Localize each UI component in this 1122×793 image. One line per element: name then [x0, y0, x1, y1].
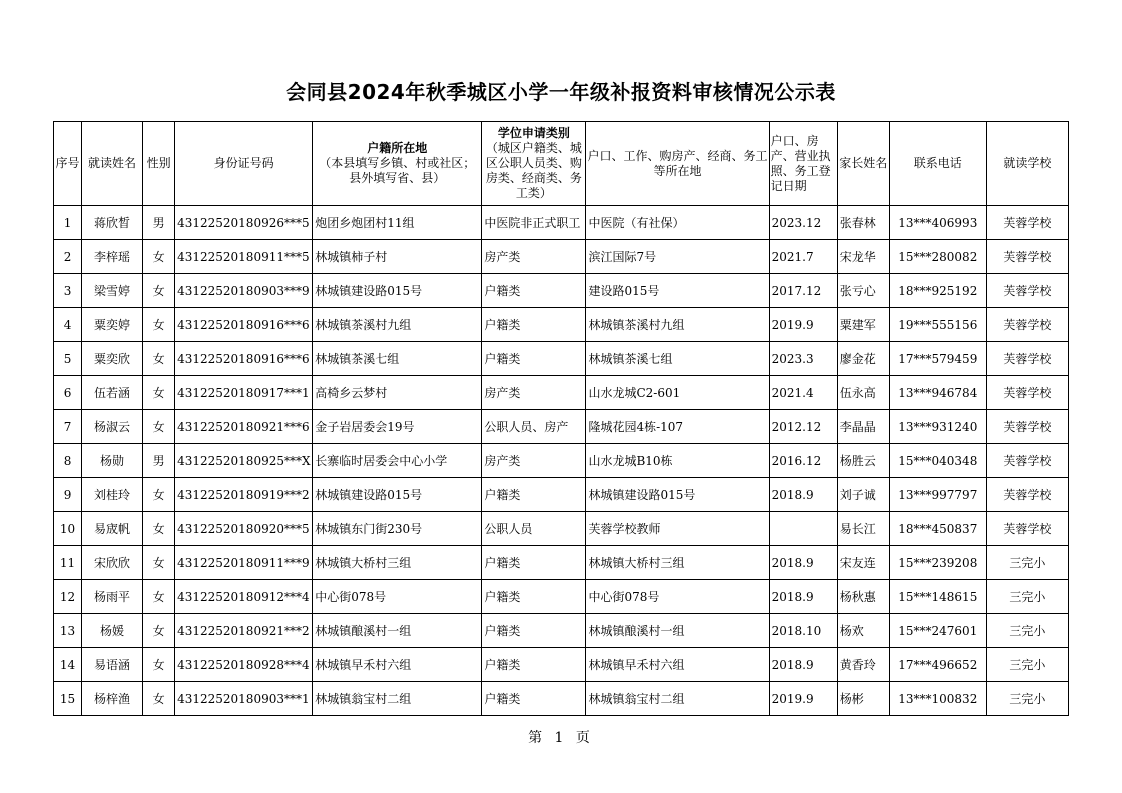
cell-name: 伍若涵 [82, 376, 143, 410]
cell-name: 杨梓渔 [82, 682, 143, 716]
cell-id: 43122520180903***1 [175, 682, 313, 716]
cell-parent: 宋龙华 [837, 240, 889, 274]
cell-parent: 张亏心 [837, 274, 889, 308]
cell-gender: 女 [143, 512, 175, 546]
table-row [54, 648, 1069, 682]
cell-id: 43122520180916***6 [175, 342, 313, 376]
cell-parent: 杨胜云 [837, 444, 889, 478]
cell-date [769, 512, 837, 546]
cell-household: 高椅乡云梦村 [313, 376, 482, 410]
cell-id: 43122520180921***6 [175, 410, 313, 444]
cell-household: 林城镇茶溪村九组 [313, 308, 482, 342]
table-row [54, 444, 1069, 478]
cell-school: 芙蓉学校 [986, 240, 1068, 274]
cell-seq: 8 [54, 444, 82, 478]
cell-household: 林城镇早禾村六组 [313, 648, 482, 682]
header-school: 就读学校 [986, 122, 1068, 206]
cell-school: 芙蓉学校 [986, 512, 1068, 546]
cell-category: 户籍类 [482, 308, 586, 342]
cell-gender: 男 [143, 206, 175, 240]
cell-category: 户籍类 [482, 546, 586, 580]
cell-category: 户籍类 [482, 274, 586, 308]
cell-seq: 7 [54, 410, 82, 444]
cell-household: 林城镇东门街230号 [313, 512, 482, 546]
cell-gender: 女 [143, 274, 175, 308]
cell-school: 芙蓉学校 [986, 478, 1068, 512]
cell-phone: 18***925192 [889, 274, 986, 308]
cell-name: 杨勋 [82, 444, 143, 478]
cell-phone: 13***100832 [889, 682, 986, 716]
cell-seq: 5 [54, 342, 82, 376]
table-row [54, 240, 1069, 274]
cell-id: 43122520180911***5 [175, 240, 313, 274]
cell-name: 刘桂玲 [82, 478, 143, 512]
cell-address: 林城镇建设路015号 [586, 478, 769, 512]
cell-household: 林城镇酿溪村一组 [313, 614, 482, 648]
cell-name: 杨雨平 [82, 580, 143, 614]
cell-id: 43122520180903***9 [175, 274, 313, 308]
cell-category: 户籍类 [482, 682, 586, 716]
cell-address: 中医院（有社保） [586, 206, 769, 240]
cell-school: 三完小 [986, 648, 1068, 682]
table-row [54, 308, 1069, 342]
cell-parent: 李晶晶 [837, 410, 889, 444]
table-row [54, 342, 1069, 376]
cell-phone: 15***148615 [889, 580, 986, 614]
cell-address: 中心街078号 [586, 580, 769, 614]
table-row [54, 376, 1069, 410]
cell-date: 2018.9 [769, 648, 837, 682]
cell-seq: 3 [54, 274, 82, 308]
cell-phone: 13***931240 [889, 410, 986, 444]
cell-gender: 女 [143, 682, 175, 716]
table-row [54, 546, 1069, 580]
cell-gender: 女 [143, 308, 175, 342]
cell-phone: 17***496652 [889, 648, 986, 682]
cell-name: 杨媛 [82, 614, 143, 648]
cell-address: 林城镇翁宝村二组 [586, 682, 769, 716]
cell-parent: 宋友连 [837, 546, 889, 580]
cell-name: 易语涵 [82, 648, 143, 682]
header-date: 户口、房产、营业执照、务工登记日期 [769, 122, 837, 206]
cell-household: 炮团乡炮团村11组 [313, 206, 482, 240]
cell-name: 杨淑云 [82, 410, 143, 444]
cell-parent: 伍永高 [837, 376, 889, 410]
header-household-title: 户籍所在地 [367, 141, 428, 155]
header-name: 就读姓名 [82, 122, 143, 206]
cell-category: 房产类 [482, 444, 586, 478]
cell-parent: 张春林 [837, 206, 889, 240]
cell-id: 43122520180920***5 [175, 512, 313, 546]
cell-parent: 粟建军 [837, 308, 889, 342]
cell-name: 宋欣欣 [82, 546, 143, 580]
cell-school: 芙蓉学校 [986, 342, 1068, 376]
cell-date: 2021.7 [769, 240, 837, 274]
cell-address: 滨江国际7号 [586, 240, 769, 274]
cell-id: 43122520180911***9 [175, 546, 313, 580]
cell-gender: 女 [143, 410, 175, 444]
cell-school: 芙蓉学校 [986, 376, 1068, 410]
table-row [54, 580, 1069, 614]
cell-phone: 15***280082 [889, 240, 986, 274]
header-household [313, 122, 482, 206]
cell-gender: 女 [143, 648, 175, 682]
cell-phone: 18***450837 [889, 512, 986, 546]
cell-phone: 13***946784 [889, 376, 986, 410]
cell-category: 户籍类 [482, 478, 586, 512]
cell-address: 芙蓉学校教师 [586, 512, 769, 546]
cell-date: 2018.9 [769, 546, 837, 580]
cell-id: 43122520180912***4 [175, 580, 313, 614]
cell-school: 芙蓉学校 [986, 274, 1068, 308]
table-row [54, 478, 1069, 512]
cell-seq: 11 [54, 546, 82, 580]
cell-phone: 15***239208 [889, 546, 986, 580]
cell-category: 中医院非正式职工 [482, 206, 586, 240]
cell-household: 长寨临时居委会中心小学 [313, 444, 482, 478]
table-row [54, 274, 1069, 308]
cell-address: 山水龙城C2-601 [586, 376, 769, 410]
cell-school: 芙蓉学校 [986, 444, 1068, 478]
table-row [54, 682, 1069, 716]
cell-household: 中心街078号 [313, 580, 482, 614]
cell-name: 蒋欣晳 [82, 206, 143, 240]
cell-address: 林城镇茶溪七组 [586, 342, 769, 376]
cell-parent: 黄香玲 [837, 648, 889, 682]
cell-date: 2021.4 [769, 376, 837, 410]
cell-seq: 4 [54, 308, 82, 342]
table-row [54, 206, 1069, 240]
cell-id: 43122520180916***6 [175, 308, 313, 342]
cell-seq: 13 [54, 614, 82, 648]
cell-address: 山水龙城B10栋 [586, 444, 769, 478]
cell-id: 43122520180925***X [175, 444, 313, 478]
cell-gender: 男 [143, 444, 175, 478]
header-category-note: （城区户籍类、城区公职人员类、购房类、经商类、务工类） [485, 141, 582, 200]
cell-id: 43122520180921***2 [175, 614, 313, 648]
cell-school: 芙蓉学校 [986, 410, 1068, 444]
cell-household: 林城镇大桥村三组 [313, 546, 482, 580]
cell-date: 2023.12 [769, 206, 837, 240]
cell-parent: 杨彬 [837, 682, 889, 716]
cell-household: 林城镇建设路015号 [313, 274, 482, 308]
cell-school: 三完小 [986, 546, 1068, 580]
cell-address: 林城镇酿溪村一组 [586, 614, 769, 648]
cell-category: 公职人员、房产 [482, 410, 586, 444]
cell-household: 林城镇建设路015号 [313, 478, 482, 512]
cell-phone: 17***579459 [889, 342, 986, 376]
cell-school: 三完小 [986, 580, 1068, 614]
cell-household: 林城镇茶溪七组 [313, 342, 482, 376]
cell-phone: 15***247601 [889, 614, 986, 648]
cell-seq: 12 [54, 580, 82, 614]
table-header [54, 122, 1069, 206]
cell-category: 户籍类 [482, 648, 586, 682]
cell-date: 2012.12 [769, 410, 837, 444]
header-category [482, 122, 586, 206]
cell-parent: 刘子诚 [837, 478, 889, 512]
header-category-title: 学位申请类别 [497, 126, 570, 140]
page-title: 会同县2024年秋季城区小学一年级补报资料审核情况公示表 [286, 80, 836, 104]
cell-date: 2016.12 [769, 444, 837, 478]
cell-parent: 杨欢 [837, 614, 889, 648]
cell-date: 2019.9 [769, 308, 837, 342]
cell-phone: 13***997797 [889, 478, 986, 512]
cell-gender: 女 [143, 240, 175, 274]
cell-household: 林城镇翁宝村二组 [313, 682, 482, 716]
cell-id: 43122520180928***4 [175, 648, 313, 682]
page-number: 第 1 页 [528, 730, 594, 746]
cell-address: 隆城花园4栋-107 [586, 410, 769, 444]
header-address: 户口、工作、购房产、经商、务工等所在地 [586, 122, 769, 206]
cell-category: 户籍类 [482, 614, 586, 648]
cell-date: 2018.9 [769, 478, 837, 512]
cell-school: 芙蓉学校 [986, 206, 1068, 240]
cell-date: 2018.9 [769, 580, 837, 614]
cell-seq: 10 [54, 512, 82, 546]
cell-household: 林城镇柿子村 [313, 240, 482, 274]
cell-school: 三完小 [986, 682, 1068, 716]
cell-seq: 15 [54, 682, 82, 716]
table-row [54, 410, 1069, 444]
table-body [54, 206, 1069, 716]
cell-gender: 女 [143, 546, 175, 580]
header-phone: 联系电话 [889, 122, 986, 206]
cell-phone: 15***040348 [889, 444, 986, 478]
cell-name: 梁雪婷 [82, 274, 143, 308]
cell-id: 43122520180917***1 [175, 376, 313, 410]
header-gender: 性别 [143, 122, 175, 206]
cell-parent: 廖金花 [837, 342, 889, 376]
header-parent: 家长姓名 [837, 122, 889, 206]
cell-name: 李梓瑶 [82, 240, 143, 274]
cell-id: 43122520180919***2 [175, 478, 313, 512]
cell-category: 公职人员 [482, 512, 586, 546]
cell-gender: 女 [143, 614, 175, 648]
cell-seq: 1 [54, 206, 82, 240]
cell-name: 粟奕欣 [82, 342, 143, 376]
cell-date: 2019.9 [769, 682, 837, 716]
cell-date: 2018.10 [769, 614, 837, 648]
cell-school: 三完小 [986, 614, 1068, 648]
header-seq: 序号 [54, 122, 82, 206]
cell-category: 房产类 [482, 240, 586, 274]
cell-phone: 13***406993 [889, 206, 986, 240]
table-row [54, 614, 1069, 648]
data-table [53, 121, 1069, 716]
cell-address: 林城镇早禾村六组 [586, 648, 769, 682]
cell-name: 粟奕婷 [82, 308, 143, 342]
cell-school: 芙蓉学校 [986, 308, 1068, 342]
cell-seq: 9 [54, 478, 82, 512]
cell-id: 43122520180926***5 [175, 206, 313, 240]
cell-seq: 2 [54, 240, 82, 274]
cell-name: 易宬帆 [82, 512, 143, 546]
cell-parent: 杨秋惠 [837, 580, 889, 614]
cell-seq: 14 [54, 648, 82, 682]
cell-address: 林城镇茶溪村九组 [586, 308, 769, 342]
cell-gender: 女 [143, 580, 175, 614]
cell-date: 2017.12 [769, 274, 837, 308]
header-id: 身份证号码 [175, 122, 313, 206]
cell-phone: 19***555156 [889, 308, 986, 342]
cell-gender: 女 [143, 376, 175, 410]
table-row [54, 512, 1069, 546]
cell-date: 2023.3 [769, 342, 837, 376]
cell-gender: 女 [143, 342, 175, 376]
cell-gender: 女 [143, 478, 175, 512]
cell-address: 林城镇大桥村三组 [586, 546, 769, 580]
cell-category: 户籍类 [482, 342, 586, 376]
cell-category: 户籍类 [482, 580, 586, 614]
cell-category: 房产类 [482, 376, 586, 410]
cell-seq: 6 [54, 376, 82, 410]
cell-address: 建设路015号 [586, 274, 769, 308]
cell-household: 金子岩居委会19号 [313, 410, 482, 444]
header-household-note: （本县填写乡镇、村或社区；县外填写省、县） [319, 156, 476, 185]
cell-parent: 易长江 [837, 512, 889, 546]
